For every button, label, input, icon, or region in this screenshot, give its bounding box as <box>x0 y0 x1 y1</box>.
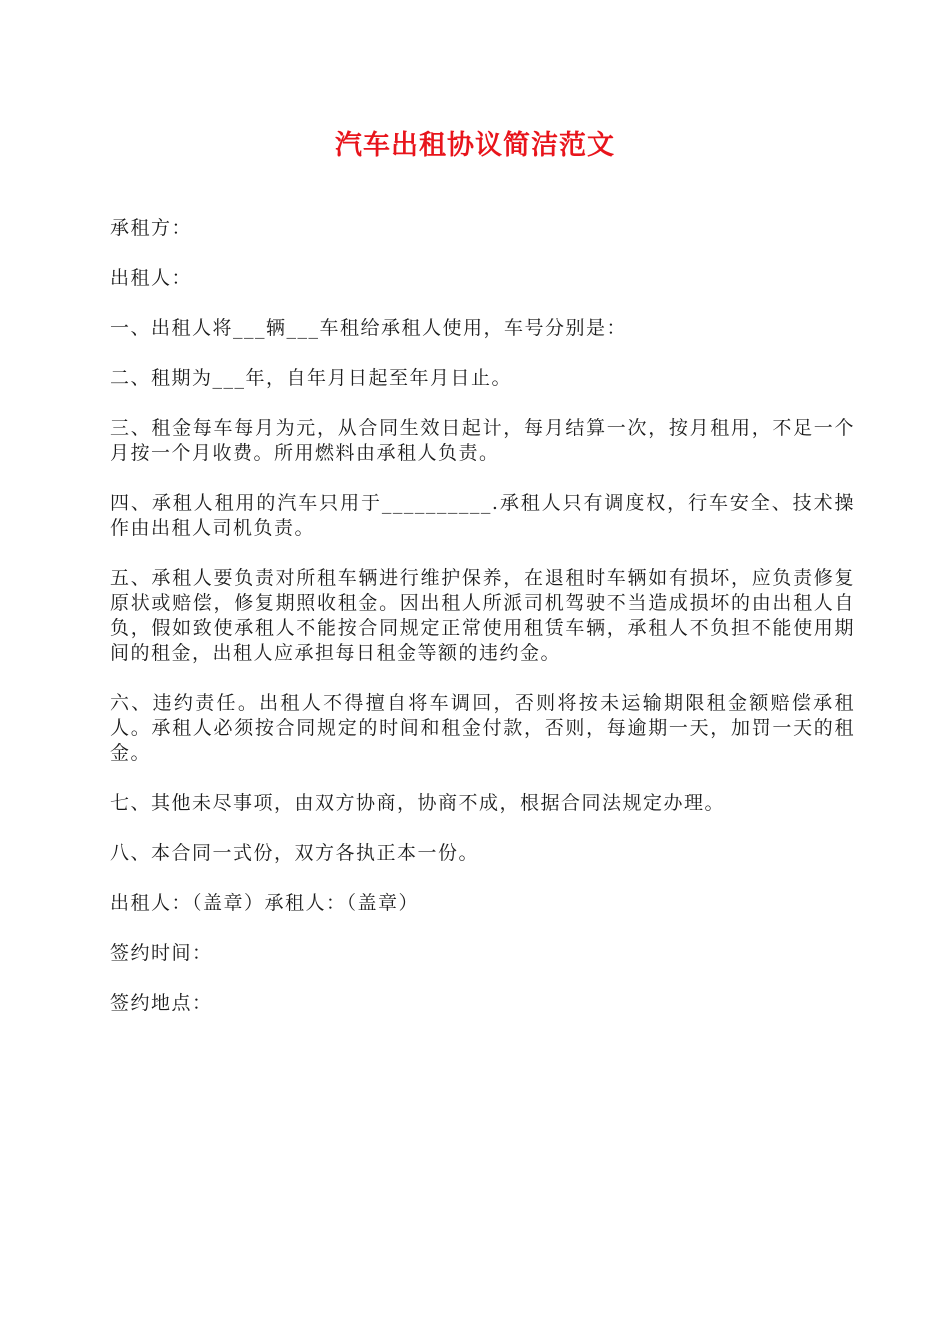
paragraph-lessor: 出租人： <box>110 267 193 289</box>
clause-4: 四、承租人租用的汽车只用于__________.承租人只有调度权，行车安全、技术操作由出租人司机负责。 <box>110 492 855 539</box>
document-title: 汽车出租协议简洁范文 <box>335 130 615 161</box>
paragraph-lessee: 承租方： <box>110 217 193 239</box>
signing-time: 签约时间： <box>110 942 213 964</box>
clause-5: 五、承租人要负责对所租车辆进行维护保养，在退租时车辆如有损坏，应负责修复原状或赔偿，修复期照收租金。因出租人所派司机驾驶不当造成损坏的由出租人自负，假如致使承租人不能按合同规定正常使用租赁车辆，承租人不负担不能使用期间的租金，出租人应承担每日租金等额的违约金。 <box>110 567 855 664</box>
clause-7: 七、其他未尽事项，由双方协商，协商不成，根据合同法规定办理。 <box>110 792 726 814</box>
document-body <box>110 216 855 1041</box>
clause-8: 八、本合同一式份，双方各执正本一份。 <box>110 842 480 864</box>
clause-3: 三、租金每车每月为元，从合同生效日起计，每月结算一次，按月租用，不足一个月按一个月收费。所用燃料由承租人负责。 <box>110 417 855 464</box>
clause-2: 二、租期为___年，自年月日起至年月日止。 <box>110 367 513 389</box>
clause-6: 六、违约责任。出租人不得擅自将车调回，否则将按未运输期限租金额赔偿承租人。承租人必须按合同规定的时间和租金付款，否则，每逾期一天，加罚一天的租金。 <box>110 692 855 764</box>
clause-1: 一、出租人将___辆___车租给承租人使用，车号分别是： <box>110 317 628 339</box>
signature-seals: 出租人：（盖章）承租人：（盖章） <box>110 892 420 914</box>
signing-place: 签约地点： <box>110 992 213 1014</box>
